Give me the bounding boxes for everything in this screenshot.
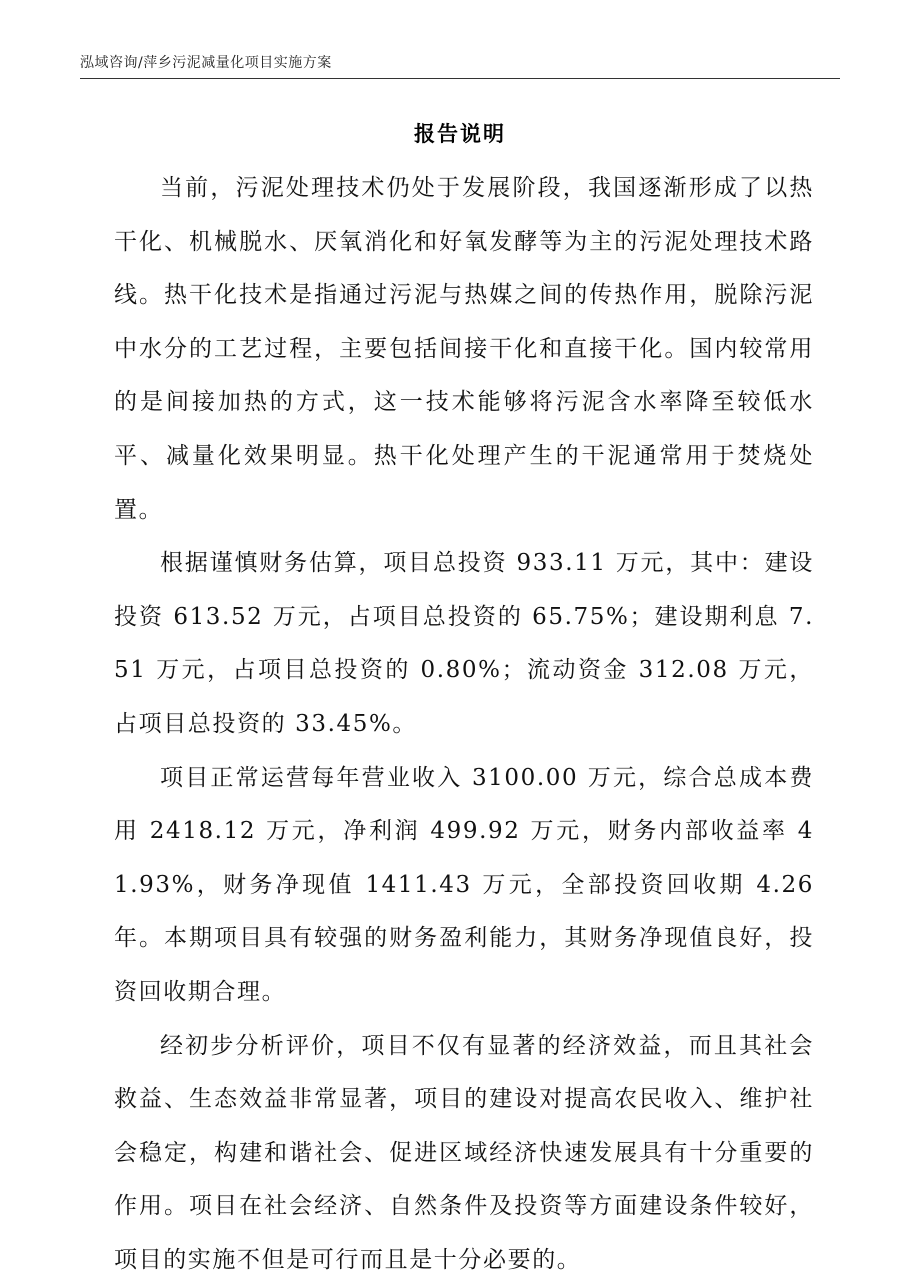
paragraph-evaluation: 经初步分析评价，项目不仅有显著的经济效益，而且其社会救益、生态效益非常显著，项目的建设对提高农民收入、维护社会稳定，构建和谐社会、促进区域经济快速发展具有十分重要的作用。项目在社会经济、自然条件及投资等方面建设条件较好，项目的实施不但是可行而且是十分必要的。	[114, 1020, 814, 1287]
paragraph-sludge-technology: 当前，污泥处理技术仍处于发展阶段，我国逐渐形成了以热干化、机械脱水、厌氧消化和好氧发酵等为主的污泥处理技术路线。热干化技术是指通过污泥与热媒之间的传热作用，脱除污泥中水分的工艺过程，主要包括间接干化和直接干化。国内较常用的是间接加热的方式，这一技术能够将污泥含水率降至较低水平、减量化效果明显。热干化处理产生的干泥通常用于焚烧处置。	[114, 162, 814, 537]
paragraph-financials: 项目正常运营每年营业收入 3100.00 万元，综合总成本费用 2418.12 万元，净利润 499.92 万元，财务内部收益率 41.93%，财务净现值 1411.43 万元，全部投资回收期 4.26 年。本期项目具有较强的财务盈利能力，其财务净现值良好，投资回收期合理。	[114, 752, 814, 1020]
document-title: 报告说明	[0, 118, 920, 148]
paragraph-investment: 根据谨慎财务估算，项目总投资 933.11 万元，其中：建设投资 613.52 万元，占项目总投资的 65.75%；建设期利息 7.51 万元，占项目总投资的 0.80%；流动资金 312.08 万元，占项目总投资的 33.45%。	[114, 537, 814, 751]
document-body	[114, 162, 814, 1287]
running-header: 泓域咨询/萍乡污泥减量化项目实施方案	[80, 52, 332, 72]
header-divider	[80, 78, 840, 79]
